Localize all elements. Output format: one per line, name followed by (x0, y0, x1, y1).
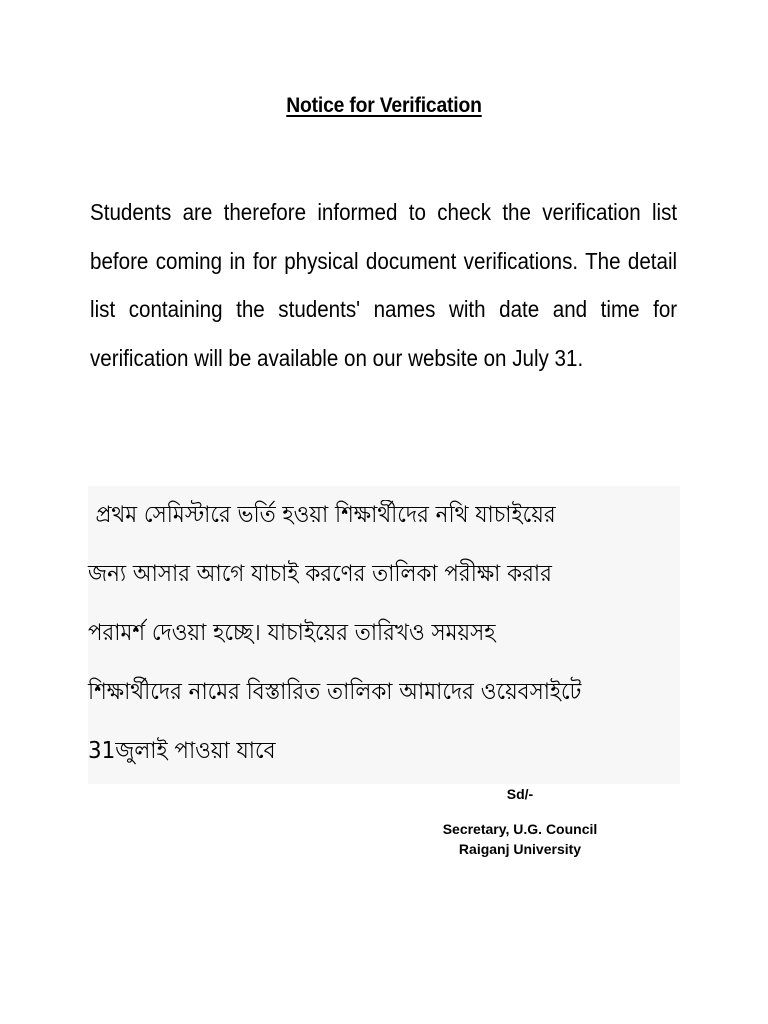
signature-block (420, 819, 620, 859)
english-notice-body (90, 188, 677, 382)
bengali-line: শিক্ষার্থীদের নামের বিস্তারিত তালিকা আমাদের ওয়েবসাইটে (88, 679, 582, 705)
signature-sd: Sd/- (506, 786, 534, 802)
signatory-institution: Raiganj University (458, 841, 582, 857)
bengali-line: প্রথম সেমিস্টারে ভর্তি হওয়া শিক্ষার্থীদের নথি যাচাইয়ের (95, 502, 556, 528)
notice-title: Notice for Verification (286, 94, 482, 117)
bengali-line: পরামর্শ দেওয়া হচ্ছে। যাচাইয়ের তারিখও সময়সহ (88, 620, 496, 646)
signatory-designation: Secretary, U.G. Council (442, 821, 598, 837)
bengali-line: 31জুলাই পাওয়া যাবে (88, 738, 276, 764)
bengali-notice-body (88, 486, 639, 781)
bengali-notice-box (88, 486, 680, 784)
english-paragraph: Students are therefore informed to check the verification list before coming in for physical document verifications. The detail list containing the students' names with date and time for verification will be available on our website on July 31. (90, 199, 678, 371)
bengali-line: জন্য আসার আগে যাচাই করণের তালিকা পরীক্ষা করার (88, 561, 552, 587)
